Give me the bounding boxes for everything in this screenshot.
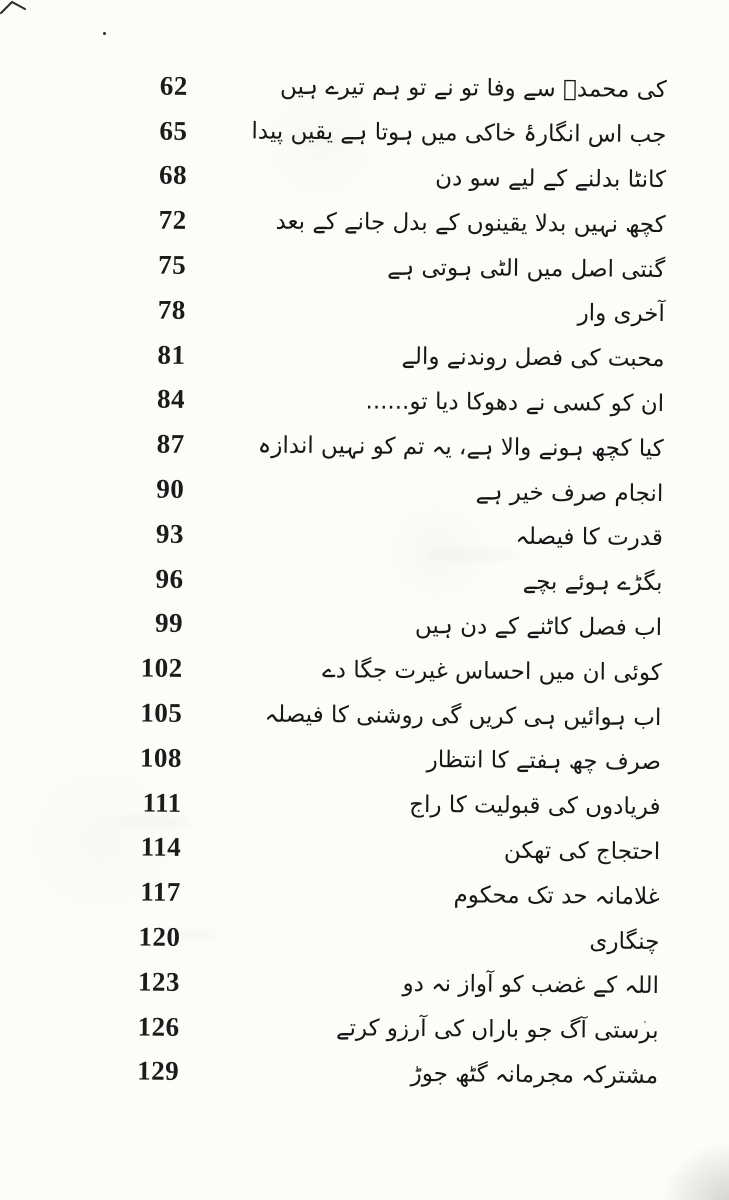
toc-entry-title: مشترکہ مجرمانہ گٹھ جوڑ [410,1060,659,1089]
toc-entry-title: غلامانہ حد تک محکوم [453,881,660,910]
toc-entry-title: گنتی اصل میں الٹی ہوتی ہے [387,254,666,283]
toc-row [0,197,728,248]
toc-entry-title: احتجاج کی تھکن [503,837,661,865]
toc-row [0,689,724,740]
toc-page-number: 75 [158,249,187,280]
toc-entry-title: اب ہوائیں ہی کریں گی روشنی کا فیصلہ [264,701,662,731]
toc-entry-title: کی محمدؐ سے وفا تو نے تو ہم تیرے ہیں [279,74,667,104]
toc-entry-title: بگڑے ہوئے بچے [522,568,663,597]
toc-row [0,779,723,830]
toc-page-number: 78 [157,294,187,325]
toc-page-number: 126 [137,1011,180,1042]
toc-entry-title: اب فصل کاٹنے کے دن ہیں [414,612,663,641]
toc-entry-title: قدرت کا فیصلہ [515,524,664,552]
toc-page-number: 102 [140,652,183,684]
toc-entry-title: کانٹا بدلنے کے لیے سو دن [435,165,667,194]
toc-page-number: 105 [140,697,183,728]
toc-row [0,1003,721,1054]
toc-page-number: 90 [156,473,185,504]
toc-page-number: 111 [142,787,182,818]
toc-entry-title: اللہ کے غضب کو آواز نہ دو [402,971,660,1000]
toc-row [0,286,727,337]
toc-row [0,958,721,1009]
toc-page-number: 123 [137,966,181,997]
toc-page-number: 129 [137,1055,180,1087]
toc-entry-title: ان کو کسی نے دھوکا دیا تو...... [365,388,665,418]
toc-row [0,734,723,785]
toc-entry-title: برستی آگ جو باراں کی آرزو کرتے [335,1015,659,1045]
toc-entry-title: چنگاری [589,927,660,955]
toc-entry-title: فریادوں کی قبولیت کا راج [409,791,661,821]
toc-entry-title: کوئی ان میں احساس غیرت جگا دے [322,656,662,686]
toc-list [0,62,729,1099]
toc-row [0,421,726,472]
toc-page-number: 72 [158,204,187,236]
toc-row [0,555,725,606]
toc-row [0,645,724,696]
toc-row [0,824,722,875]
toc-page-number: 108 [139,742,183,773]
toc-row [0,241,727,292]
toc-page-number: 93 [155,518,185,549]
toc-row [0,62,729,113]
toc-page-number: 96 [155,563,184,594]
toc-entry-title: آخری وار [577,300,665,328]
toc-row [0,107,729,158]
toc-page-number: 81 [157,339,186,370]
toc-page-number: 62 [159,70,188,101]
toc-row [0,869,722,920]
toc-page-number: 65 [159,115,188,146]
toc-row [0,510,725,561]
toc-row [0,465,725,516]
toc-row [0,600,724,651]
toc-page-number: 68 [158,160,188,191]
toc-row [0,152,728,203]
toc-entry-title: کیا کچھ ہونے والا ہے، یہ تم کو نہیں اندازہ [257,432,664,462]
pen-mark-artifact [0,0,30,18]
ink-speck-artifact [103,32,106,35]
toc-row [0,376,726,427]
toc-entry-title: صرف چھ ہفتے کا انتظار [426,747,662,776]
toc-page-number: 99 [155,608,184,639]
toc-page-number: 87 [156,428,185,460]
toc-entry-title: محبت کی فصل روندنے والے [401,343,665,373]
toc-entry-title: جب اس انگارۂ خاکی میں ہوتا ہے یقیں پیدا [251,118,667,149]
toc-entry-title: کچھ نہیں بدلا یقینوں کے بدل جانے کے بعد [275,208,666,238]
toc-entry-title: انجام صرف خیر ہے [475,478,664,507]
toc-page-number: 114 [140,831,182,863]
toc-row [0,331,727,382]
page-corner-shadow [659,1140,729,1200]
toc-row [0,1048,720,1099]
toc-page-number: 117 [140,876,181,908]
toc-row [0,913,722,964]
toc-page-number: 84 [156,384,186,415]
toc-page-number: 120 [138,921,181,952]
